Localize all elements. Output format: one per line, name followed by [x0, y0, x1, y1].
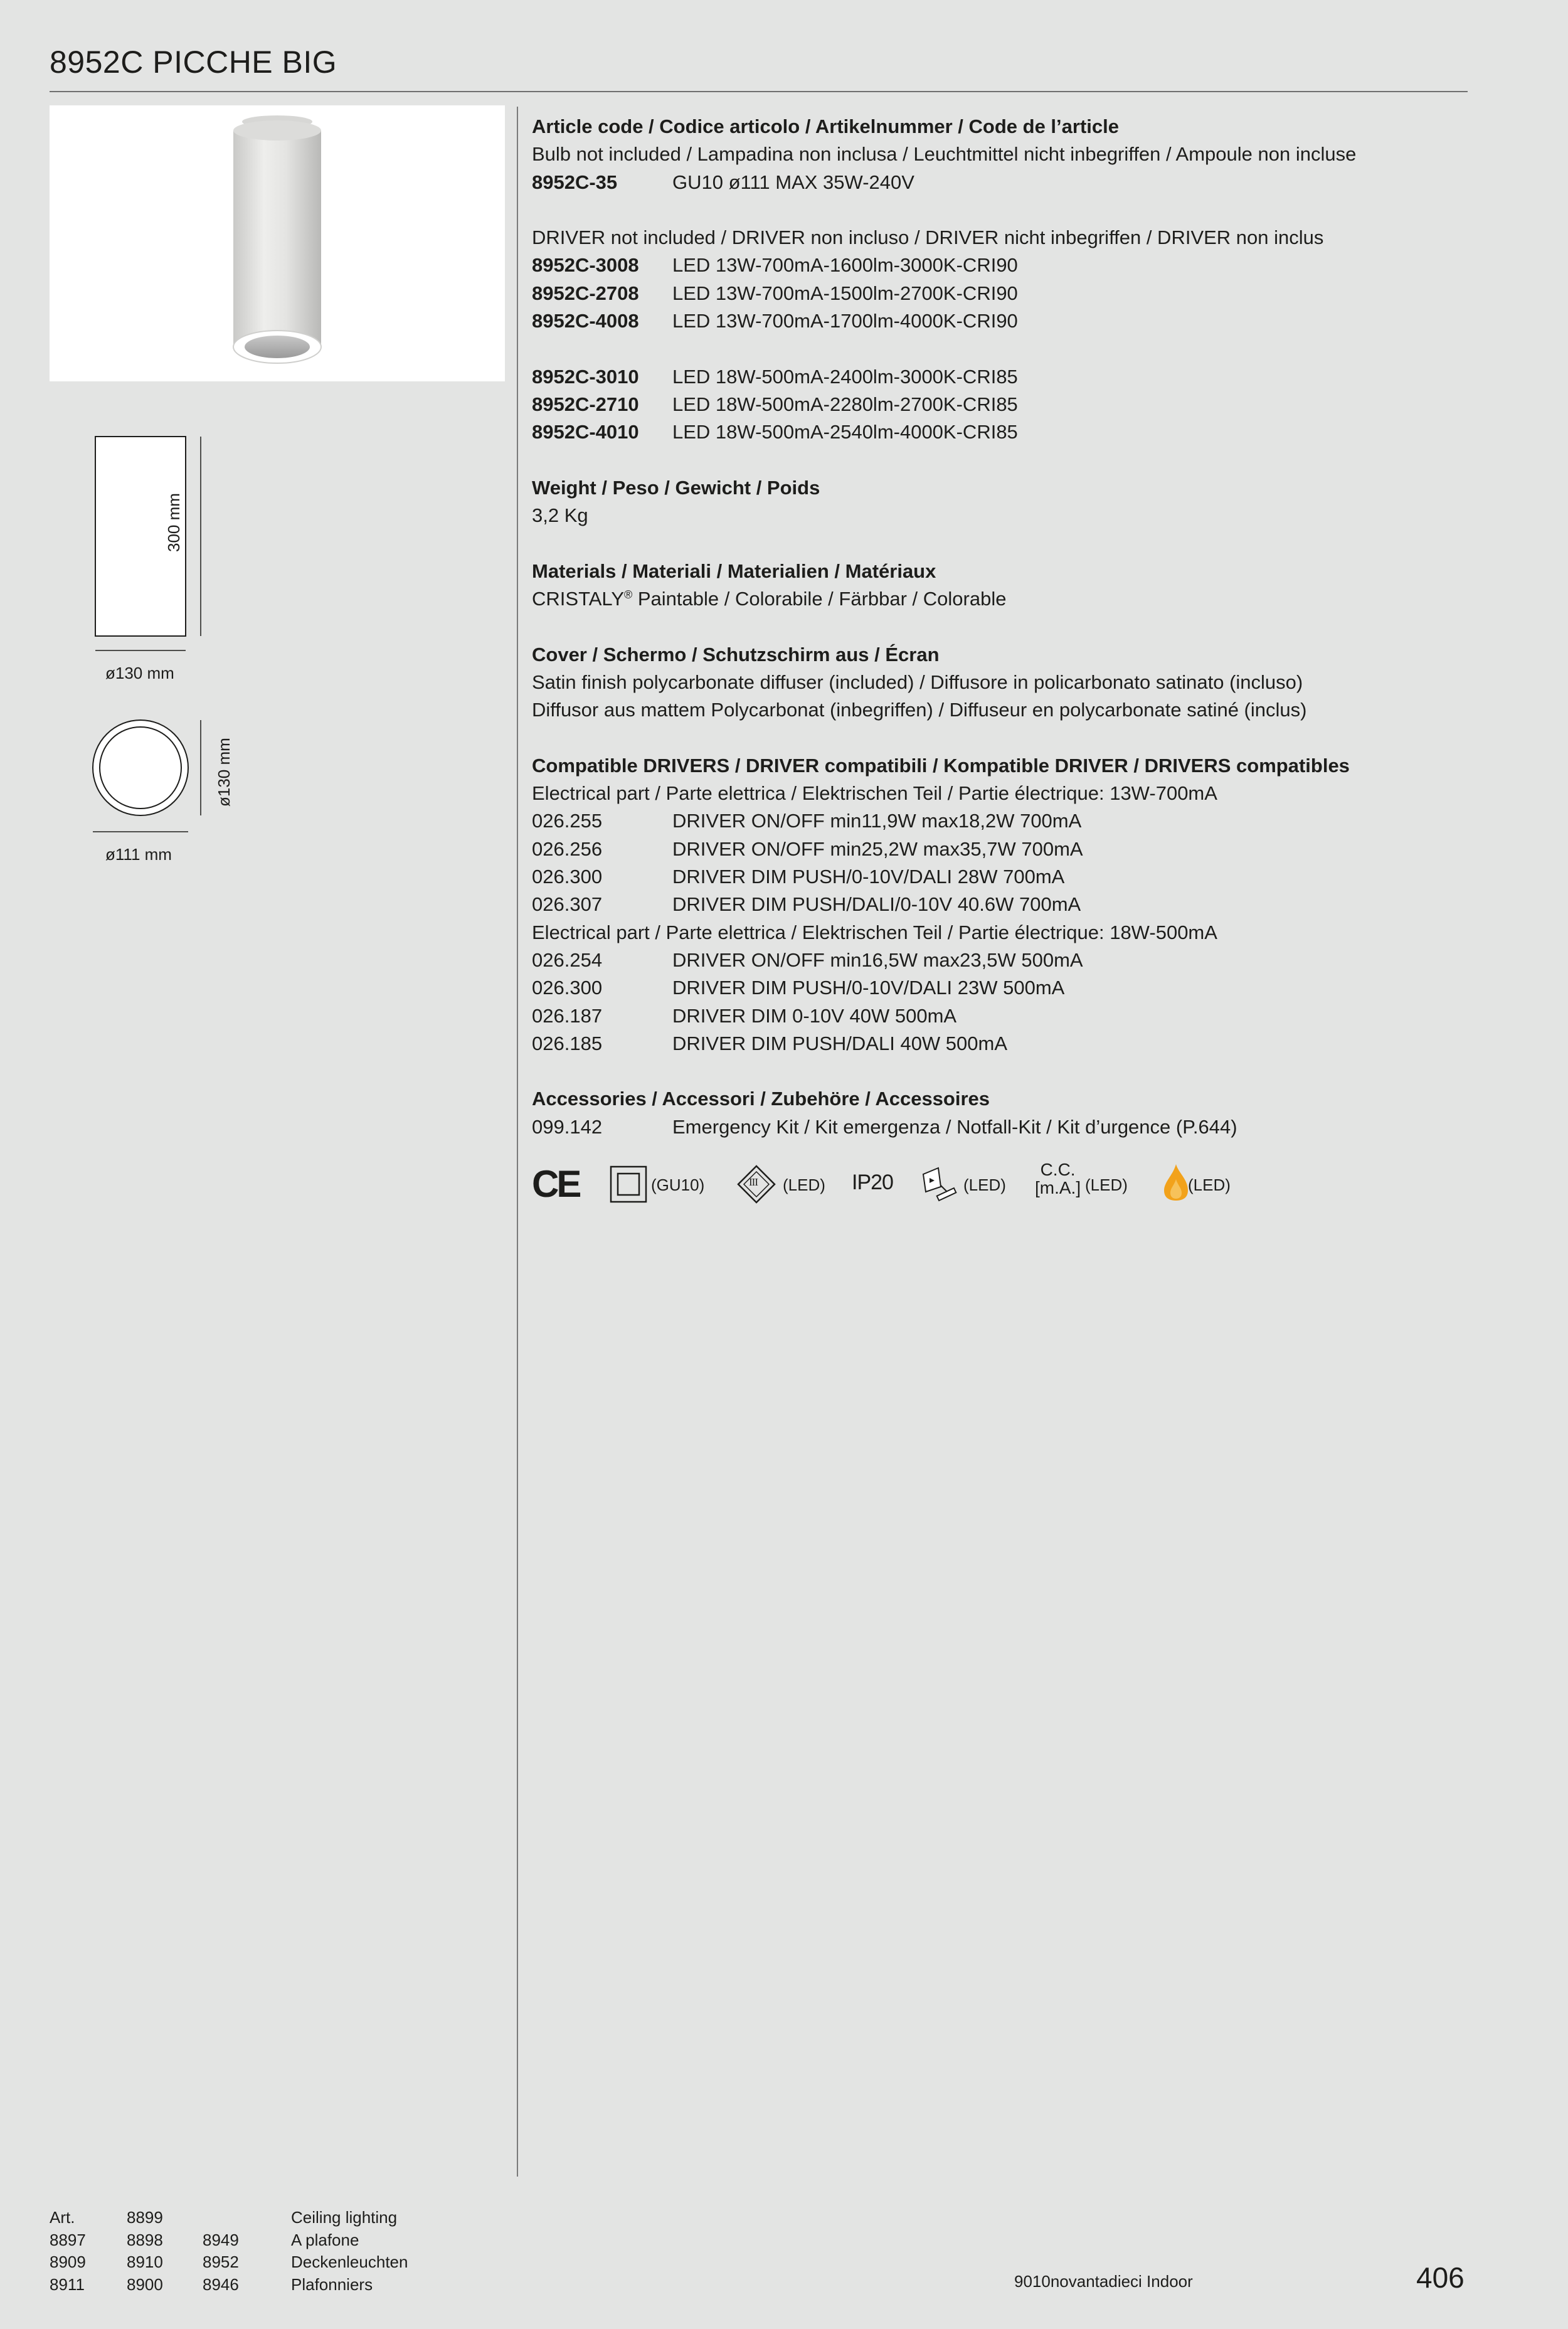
article-code: 8952C-4010 — [532, 421, 639, 443]
table-cell: 8899 — [127, 2208, 163, 2227]
driver-desc: DRIVER DIM PUSH/0-10V/DALI 28W 700mA — [672, 866, 1065, 888]
driver-code: 026.256 — [532, 837, 603, 860]
article-desc: GU10 ø111 MAX 35W-240V — [672, 171, 914, 193]
column-divider — [517, 107, 518, 2177]
list-item — [532, 836, 1460, 863]
table-cell: 8910 — [127, 2252, 163, 2271]
table-row — [50, 2229, 408, 2252]
category-label: A plafone — [291, 2230, 359, 2249]
table-cell: 8900 — [127, 2274, 163, 2294]
article-code: 8952C-3008 — [532, 254, 639, 277]
weight-heading: Weight / Peso / Gewicht / Poids — [532, 476, 820, 499]
article-code: 8952C-4008 — [532, 310, 639, 332]
weight-value: 3,2 Kg — [532, 504, 588, 527]
class-ii-label: (GU10) — [651, 1175, 705, 1194]
list-item — [532, 418, 1460, 446]
article-desc: LED 13W-700mA-1600lm-3000K-CRI90 — [672, 254, 1018, 277]
list-item — [532, 169, 1460, 196]
constant-current-icon — [1035, 1160, 1081, 1197]
driver-code: 026.187 — [532, 1004, 603, 1027]
cover-line: Satin finish polycarbonate diffuser (included) / Diffusore in policarbonato satinato (incluso) — [532, 671, 1303, 693]
materials-heading: Materials / Materiali / Materialien / Matériaux — [532, 560, 936, 582]
driver-desc: DRIVER DIM 0-10V 40W 500mA — [672, 1004, 957, 1027]
article-code: 8952C-35 — [532, 171, 618, 193]
list-item — [532, 307, 1460, 335]
driver-desc: DRIVER ON/OFF min16,5W max23,5W 500mA — [672, 948, 1083, 971]
driver-desc: DRIVER DIM PUSH/DALI 40W 500mA — [672, 1032, 1008, 1054]
cover-heading: Cover / Schermo / Schutzschirm aus / Écran — [532, 643, 940, 666]
driver-code: 026.300 — [532, 866, 603, 888]
article-desc: LED 18W-500mA-2540lm-4000K-CRI85 — [672, 421, 1018, 443]
electrical-part-13w: Electrical part / Parte elettrica / Elektrischen Teil / Partie électrique: 13W-700mA — [532, 782, 1217, 805]
list-item — [532, 1030, 1460, 1058]
list-item — [532, 807, 1460, 835]
article-desc: LED 18W-500mA-2280lm-2700K-CRI85 — [672, 393, 1018, 415]
list-item — [532, 280, 1460, 307]
table-row — [50, 2251, 408, 2274]
side-view-drawing — [88, 433, 220, 684]
top-view-drawing — [88, 715, 220, 841]
driver-code: 026.254 — [532, 948, 603, 971]
article-desc: LED 18W-500mA-2400lm-3000K-CRI85 — [672, 365, 1018, 388]
driver-desc: DRIVER DIM PUSH/DALI/0-10V 40.6W 700mA — [672, 893, 1081, 916]
brand-footer: 9010novantadieci Indoor — [1014, 2272, 1193, 2291]
height-dimension-label: 300 mm — [164, 493, 183, 552]
dimmable-icon — [919, 1164, 958, 1203]
registered-mark: ® — [624, 588, 633, 602]
cc-bottom-text: [m.A.] — [1035, 1178, 1081, 1197]
category-label: Ceiling lighting — [291, 2208, 398, 2227]
driver-code: 026.255 — [532, 810, 603, 832]
accessory-desc: Emergency Kit / Kit emergenza / Notfall-Kit / Kit d’urgence (P.644) — [672, 1115, 1237, 1138]
page-title: 8952C PICCHE BIG — [50, 45, 337, 80]
article-desc: LED 13W-700mA-1500lm-2700K-CRI90 — [672, 282, 1018, 304]
certification-icons — [532, 1162, 1347, 1206]
title-divider — [50, 91, 1468, 92]
footer-article-table — [50, 2207, 408, 2296]
electrical-part-18w: Electrical part / Parte elettrica / Elektrischen Teil / Partie électrique: 18W-500mA — [532, 921, 1217, 943]
list-item — [532, 863, 1460, 891]
table-row — [50, 2274, 408, 2296]
list-item — [532, 947, 1460, 974]
list-item — [532, 891, 1460, 918]
table-cell: 8897 — [50, 2230, 86, 2249]
table-cell: 8949 — [203, 2230, 239, 2249]
top-diameter-label: ø130 mm — [215, 738, 233, 807]
width-dimension-label: ø130 mm — [105, 664, 174, 682]
list-item — [532, 974, 1460, 1002]
materials-value — [532, 585, 1460, 613]
driver-note: DRIVER not included / DRIVER non incluso / DRIVER nicht inbegriffen / DRIVER non inclus — [532, 226, 1324, 249]
accessory-code: 099.142 — [532, 1115, 603, 1138]
class-ii-insulation-icon — [610, 1165, 647, 1203]
class-iii-symbol: III — [749, 1176, 758, 1188]
article-desc: LED 13W-700mA-1700lm-4000K-CRI90 — [672, 310, 1018, 332]
table-cell: 8911 — [50, 2274, 85, 2294]
list-item — [532, 363, 1460, 391]
category-label: Deckenleuchten — [291, 2252, 408, 2271]
driver-code: 026.185 — [532, 1032, 603, 1054]
table-cell: 8898 — [127, 2230, 163, 2249]
ip20-rating-icon: IP20 — [852, 1170, 893, 1194]
article-code-heading: Article code / Codice articolo / Artikelnummer / Code de l’article — [532, 115, 1119, 137]
driver-desc: DRIVER ON/OFF min11,9W max18,2W 700mA — [672, 810, 1082, 832]
driver-code: 026.300 — [532, 977, 603, 999]
list-item — [532, 252, 1460, 279]
ce-mark-icon: CE — [532, 1163, 580, 1205]
dimmable-label: (LED) — [963, 1175, 1006, 1194]
category-label: Plafonniers — [291, 2274, 373, 2294]
constant-current-label: (LED) — [1085, 1175, 1128, 1194]
product-photo — [50, 105, 505, 381]
table-cell: 8909 — [50, 2252, 86, 2271]
article-code: 8952C-2710 — [532, 393, 639, 415]
table-cell: Art. — [50, 2208, 75, 2227]
cover-line: Diffusor aus mattem Polycarbonat (inbegriffen) / Diffuseur en polycarbonate satiné (inclus) — [532, 699, 1307, 721]
specification-block — [532, 113, 1460, 1141]
cc-top-text: C.C. — [1040, 1160, 1076, 1179]
article-code: 8952C-3010 — [532, 365, 639, 388]
driver-code: 026.307 — [532, 893, 603, 916]
driver-desc: DRIVER ON/OFF min25,2W max35,7W 700mA — [672, 837, 1083, 860]
bulb-note: Bulb not included / Lampadina non inclusa / Leuchtmittel nicht inbegriffen / Ampoule non incluse — [532, 143, 1357, 166]
table-row — [50, 2207, 408, 2229]
article-code: 8952C-2708 — [532, 282, 639, 304]
class-iii-label: (LED) — [783, 1175, 825, 1194]
materials-brand: CRISTALY — [532, 588, 624, 610]
flame-label: (LED) — [1188, 1175, 1231, 1194]
accessories-heading: Accessories / Accessori / Zubehöre / Accessoires — [532, 1088, 990, 1110]
inner-diameter-label: ø111 mm — [105, 845, 172, 864]
driver-desc: DRIVER DIM PUSH/0-10V/DALI 23W 500mA — [672, 977, 1065, 999]
page-number: 406 — [1416, 2261, 1465, 2294]
list-item — [532, 391, 1460, 418]
list-item — [532, 1113, 1460, 1141]
table-cell: 8952 — [203, 2252, 239, 2271]
drivers-heading: Compatible DRIVERS / DRIVER compatibili / Kompatible DRIVER / DRIVERS compatibles — [532, 754, 1350, 777]
table-cell: 8946 — [203, 2274, 239, 2294]
list-item — [532, 1002, 1460, 1030]
materials-desc: Paintable / Colorabile / Färbbar / Colorable — [632, 588, 1007, 610]
